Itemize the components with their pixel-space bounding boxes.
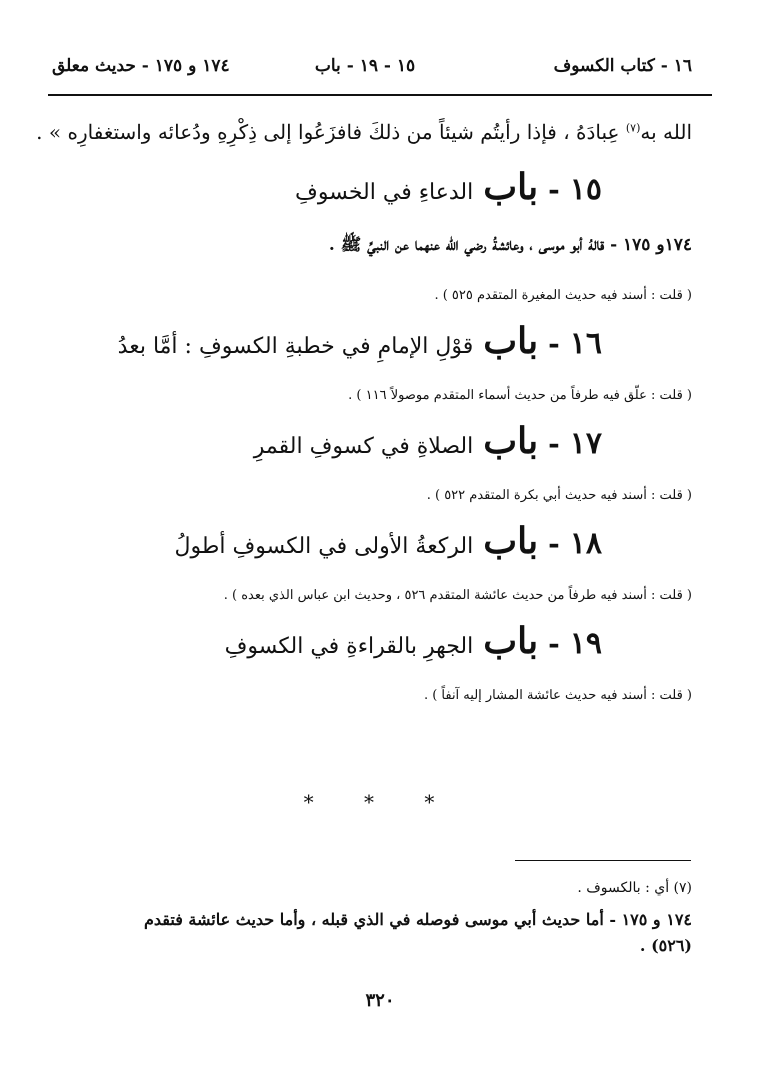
note-chapter-19: ( قلت : أسند فيه حديث عائشة المشار إليه آنفاً ) . xyxy=(423,688,692,703)
page-number: ٣٢٠ xyxy=(365,990,395,1011)
chapter-heading-19 xyxy=(225,620,602,662)
footnote-divider xyxy=(515,860,691,861)
chapter-heading-17 xyxy=(254,420,602,462)
chapter-title: قوْلِ الإمامِ في خطبةِ الكسوفِ : أمَّا بعدُ xyxy=(117,334,474,359)
chapter-number: ١٥ xyxy=(569,172,602,207)
chapter-bab: باب xyxy=(483,620,539,662)
hadith-174-175: ١٧٤و ١٧٥ - قالهُ أبو موسى ، وعائشةُ رضي الله عنهما عن النبيِّ ﷺ . xyxy=(328,235,692,255)
running-header-chapter: ١٦ - كتاب الكسوف xyxy=(553,56,692,76)
chapter-number: ١٩ xyxy=(569,626,602,661)
chapter-bab: باب xyxy=(483,520,539,562)
note-chapter-18: ( قلت : أسند فيه طرفاً من حديث عائشة المتقدم ٥٢٦ ، وحديث ابن عباس الذي بعده ) . xyxy=(223,588,692,603)
chapter-dash: - xyxy=(548,173,560,206)
footnote-174-line1: ١٧٤ و ١٧٥ - أما حديث أبي موسى فوصله في الذي قبله ، وأما حديث عائشة فتقدم xyxy=(143,910,692,929)
header-divider xyxy=(48,94,712,96)
chapter-bab: باب xyxy=(483,420,539,462)
chapter-title: الركعةُ الأولى في الكسوفِ أطولُ xyxy=(174,534,474,559)
chapter-dash: - xyxy=(548,427,560,460)
footnote-7: (٧) أي : بالكسوف . xyxy=(577,880,692,896)
footnote-174-line2: (٥٢٦) . xyxy=(639,936,692,955)
continuation-text-a: الله به xyxy=(640,120,692,144)
chapter-heading-18 xyxy=(175,520,602,562)
chapter-dash: - xyxy=(548,327,560,360)
chapter-dash: - xyxy=(548,527,560,560)
chapter-number: ١٦ xyxy=(569,326,602,361)
chapter-title: الصلاةِ في كسوفِ القمرِ xyxy=(253,434,474,459)
continuation-text xyxy=(36,120,692,144)
footnote-marker: (٧) xyxy=(625,121,641,135)
section-separator: * * * xyxy=(303,790,457,814)
chapter-number: ١٨ xyxy=(569,526,602,561)
running-header-hadith: ١٧٤ و ١٧٥ - حديث معلق xyxy=(52,56,230,76)
running-header-sections: ١٥ - ١٩ - باب xyxy=(314,56,416,76)
chapter-heading-16 xyxy=(118,320,602,362)
chapter-title: الجهرِ بالقراءةِ في الكسوفِ xyxy=(224,634,474,659)
chapter-bab: باب xyxy=(483,320,539,362)
continuation-text-b: عِبادَهُ ، فإذا رأيتُم شيئاً من ذلكَ فافزَعُوا إلى ذِكْرِهِ ودُعائه واستغفارِه » . xyxy=(36,120,626,144)
note-chapter-15: ( قلت : أسند فيه حديث المغيرة المتقدم ٥٢٥ ) . xyxy=(434,288,692,303)
note-chapter-16: ( قلت : علّق فيه طرفاً من حديث أسماء المتقدم موصولاً ١١٦ ) . xyxy=(348,388,692,403)
note-chapter-17: ( قلت : أسند فيه حديث أبي بكرة المتقدم ٥٢٢ ) . xyxy=(426,488,692,503)
chapter-number: ١٧ xyxy=(569,426,602,461)
chapter-dash: - xyxy=(548,627,560,660)
chapter-bab: باب xyxy=(483,166,539,208)
chapter-heading-15 xyxy=(295,166,602,208)
chapter-title: الدعاءِ في الخسوفِ xyxy=(295,180,474,205)
